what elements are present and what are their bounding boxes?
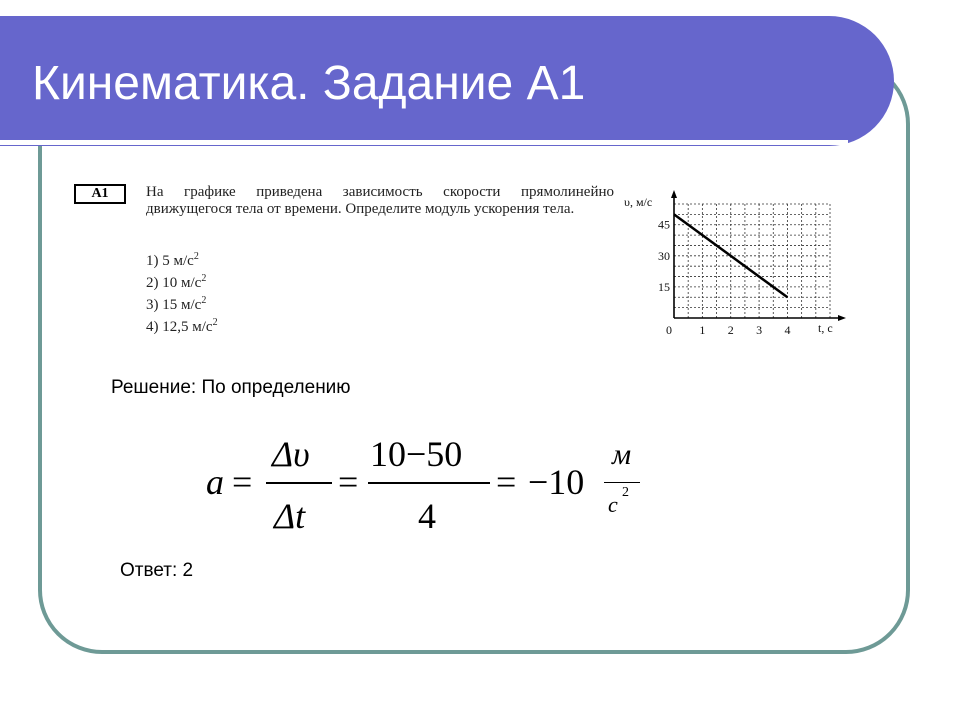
unit-fraction-bar (604, 482, 640, 483)
x-axis-arrow (838, 315, 846, 321)
x-tick-label: 4 (784, 323, 791, 337)
answer-option: 3) 15 $м/с^2$ (146, 295, 207, 313)
fraction-bar-1 (266, 482, 332, 484)
title-bar (0, 16, 894, 146)
fraction-bar-2 (368, 482, 490, 484)
formula-denominator-2: 4 (418, 496, 436, 536)
formula-lhs: a (206, 462, 224, 502)
formula-result: −10 (528, 462, 585, 502)
x-axis-label: t, c (818, 321, 833, 335)
answer-label: Ответ: 2 (120, 560, 194, 581)
graph-grid (674, 204, 830, 318)
x-tick-label: 2 (727, 323, 734, 337)
acceleration-formula (200, 428, 650, 538)
answer-options (146, 248, 218, 336)
unit-exponent: 2 (622, 485, 629, 500)
question-text: На графике приведена зависимость скорости прямолинейно движущегося тела от времени. Определите модуль ускорения тела. (146, 184, 614, 217)
formula-numerator-1: Δυ (272, 434, 310, 474)
x-tick-label: 1 (699, 323, 706, 337)
title-underline (0, 140, 848, 145)
y-axis-arrow (671, 190, 677, 198)
unit-denominator: с (608, 492, 618, 517)
y-axis-label: υ, м/с (624, 195, 653, 209)
formula-denominator-1: Δt (274, 496, 306, 536)
solution-label: Решение: По определению (111, 377, 351, 398)
y-tick-label: 15 (658, 279, 670, 294)
problem-image (42, 172, 850, 342)
page-title: Кинематика. Задание А1 (32, 57, 586, 110)
y-tick-label: 45 (658, 217, 670, 232)
velocity-time-graph (624, 182, 850, 344)
task-badge: А1 (74, 184, 126, 204)
formula-equals-2: = (338, 462, 359, 502)
y-tick-label: 30 (658, 248, 670, 263)
y-tick-labels (658, 218, 670, 294)
answer-option: 1) 5 $м/с^2$ (146, 251, 199, 269)
x-tick-labels (699, 323, 790, 337)
formula-numerator-2: 10−50 (370, 434, 463, 474)
unit-numerator: м (612, 438, 632, 471)
formula-equals-1: = (232, 462, 253, 502)
answer-option: 4) 12,5 $м/с^2$ (146, 317, 218, 335)
x-tick-label: 3 (756, 323, 763, 337)
answer-option: 2) 10 $м/с^2$ (146, 273, 207, 291)
origin-label: 0 (666, 323, 672, 337)
formula-equals-3: = (496, 462, 517, 502)
